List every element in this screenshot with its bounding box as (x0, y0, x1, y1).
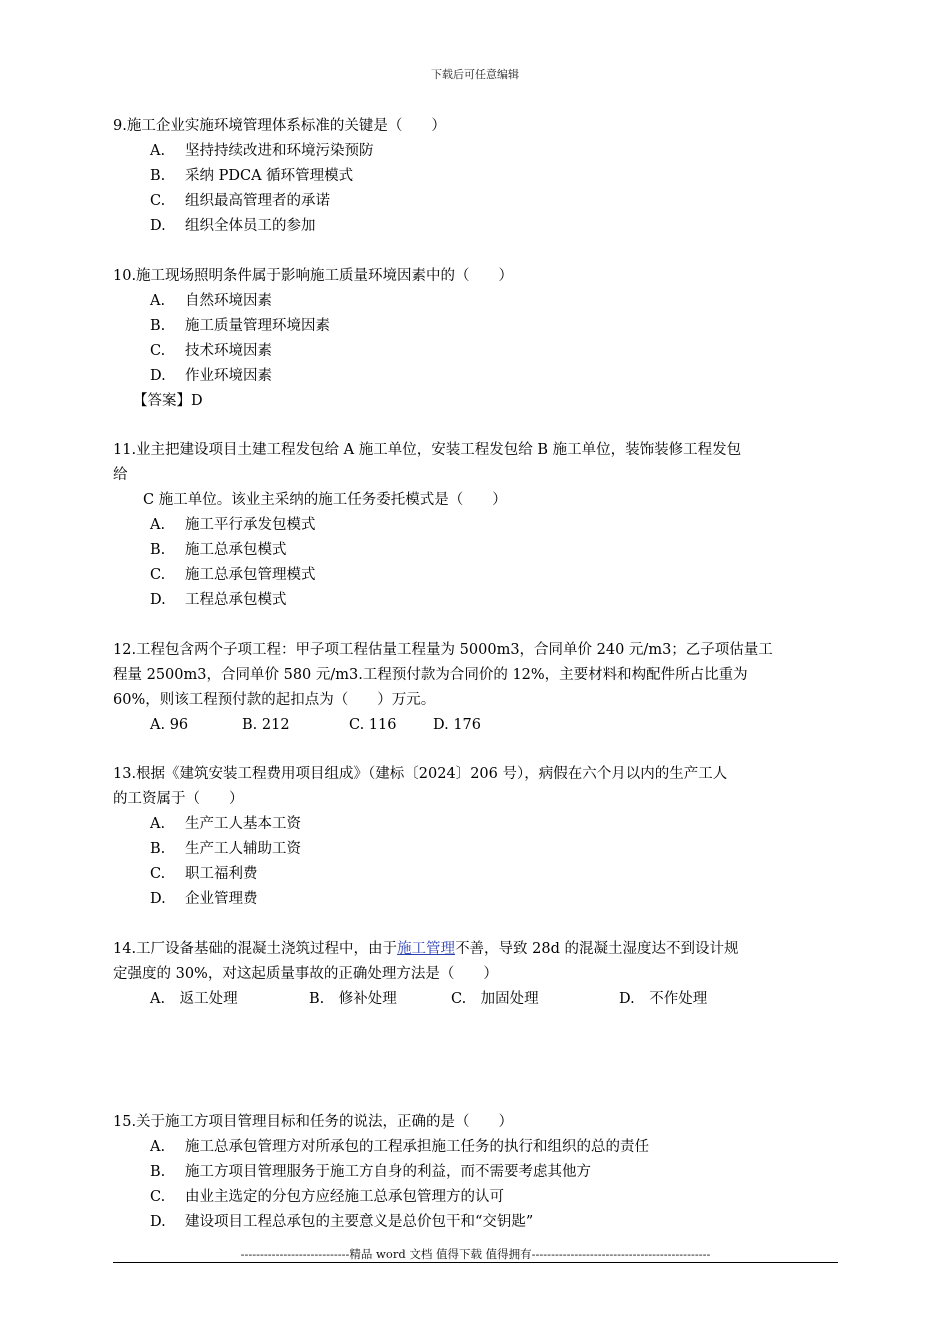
option-d: D. 企业管理费 (150, 891, 258, 907)
option-d: D. 不作处理 (619, 990, 708, 1007)
option-a: A. 施工总承包管理方对所承包的工程承担施工任务的执行和组织的总的责任 (150, 1138, 649, 1155)
question-stem-line-3: 60%，则该工程预付款的起扣点为（ ）万元。 (113, 691, 436, 708)
question-stem: 10.施工现场照明条件属于影响施工质量环境因素中的（ ） (113, 267, 514, 284)
question-11 (113, 438, 838, 613)
option-b: B. 采纳 PDCA 循环管理模式 (150, 168, 354, 184)
inline-options (113, 713, 838, 738)
option-c: C. 116 (349, 716, 397, 733)
question-10 (113, 264, 838, 414)
question-stem-line-1: 13.根据《建筑安装工程费用项目组成》（建标〔2024〕206 号），病假在六个月以内的生产工人 (113, 766, 728, 782)
option-d: D. 176 (433, 716, 482, 733)
question-stem-line-1: 14.工厂设备基础的混凝土浇筑过程中，由于施工管理不善，导致 28d 的混凝土湿度达不到设计规 (113, 940, 739, 957)
question-stem-line-2: 定强度的 30%，对这起质量事故的正确处理方法是（ ） (113, 965, 498, 982)
question-stem: 9.施工企业实施环境管理体系标准的关键是（ ） (113, 118, 446, 134)
option-a: A. 自然环境因素 (150, 292, 272, 309)
question-stem-line-3: C 施工单位。该业主采纳的施工任务委托模式是（ ） (143, 492, 507, 508)
option-a: A. 坚持持续改进和环境污染预防 (150, 143, 374, 159)
option-b: B. 施工方项目管理服务于施工方自身的利益，而不需要考虑其他方 (150, 1163, 591, 1180)
question-stem: 15.关于施工方项目管理目标和任务的说法，正确的是（ ） (113, 1113, 514, 1130)
answer-label: 【答案】D (133, 392, 203, 409)
question-stem-line-2: 的工资属于（ ） (113, 791, 244, 807)
question-stem-line-1: 12.工程包含两个子项工程：甲子项工程估量工程量为 5000m3，合同单价 240 元/m3；乙子项估量工 (113, 641, 773, 658)
page-footer: ----------------------------精品 word 文档 值得下载 值得拥有---------------------------------------------- (240, 1247, 711, 1261)
question-15 (113, 1110, 838, 1235)
option-b: B. 212 (242, 716, 290, 733)
question-9 (113, 114, 838, 239)
inline-options (113, 987, 838, 1012)
option-b: B. 修补处理 (309, 990, 397, 1007)
option-c: C. 施工总承包管理模式 (150, 567, 316, 583)
construction-management-link[interactable]: 施工管理 (397, 940, 456, 957)
option-d: D. 建设项目工程总承包的主要意义是总价包干和“交钥匙” (150, 1213, 534, 1230)
option-d: D. 作业环境因素 (150, 367, 272, 384)
option-d: D. 组织全体员工的参加 (150, 218, 316, 234)
option-c: C. 加固处理 (451, 990, 539, 1007)
option-a: A. 施工平行承发包模式 (150, 517, 316, 533)
question-14 (113, 937, 838, 1012)
option-b: B. 施工总承包模式 (150, 542, 287, 558)
footer-divider (113, 1262, 838, 1263)
option-c: C. 职工福利费 (150, 866, 258, 882)
question-stem-line-2: 程量 2500m3，合同单价 580 元/m3.工程预付款为合同价的 12%，主要材料和构配件所占比重为 (113, 666, 748, 683)
option-a: A. 生产工人基本工资 (150, 816, 301, 832)
option-b: B. 生产工人辅助工资 (150, 841, 301, 857)
option-a: A. 返工处理 (150, 990, 238, 1007)
question-stem-line-1: 11.业主把建设项目土建工程发包给 A 施工单位，安装工程发包给 B 施工单位，装饰装修工程发包 (113, 442, 742, 458)
option-d: D. 工程总承包模式 (150, 592, 287, 608)
question-stem-line-2: 给 (113, 467, 128, 483)
page-header: 下载后可任意编辑 (431, 68, 519, 81)
option-c: C. 组织最高管理者的承诺 (150, 193, 330, 209)
document-body (113, 114, 838, 1235)
option-c: C. 技术环境因素 (150, 342, 272, 359)
question-12 (113, 638, 838, 738)
option-a: A. 96 (150, 716, 189, 733)
option-b: B. 施工质量管理环境因素 (150, 317, 330, 334)
question-13 (113, 762, 838, 912)
option-c: C. 由业主选定的分包方应经施工总承包管理方的认可 (150, 1188, 504, 1205)
